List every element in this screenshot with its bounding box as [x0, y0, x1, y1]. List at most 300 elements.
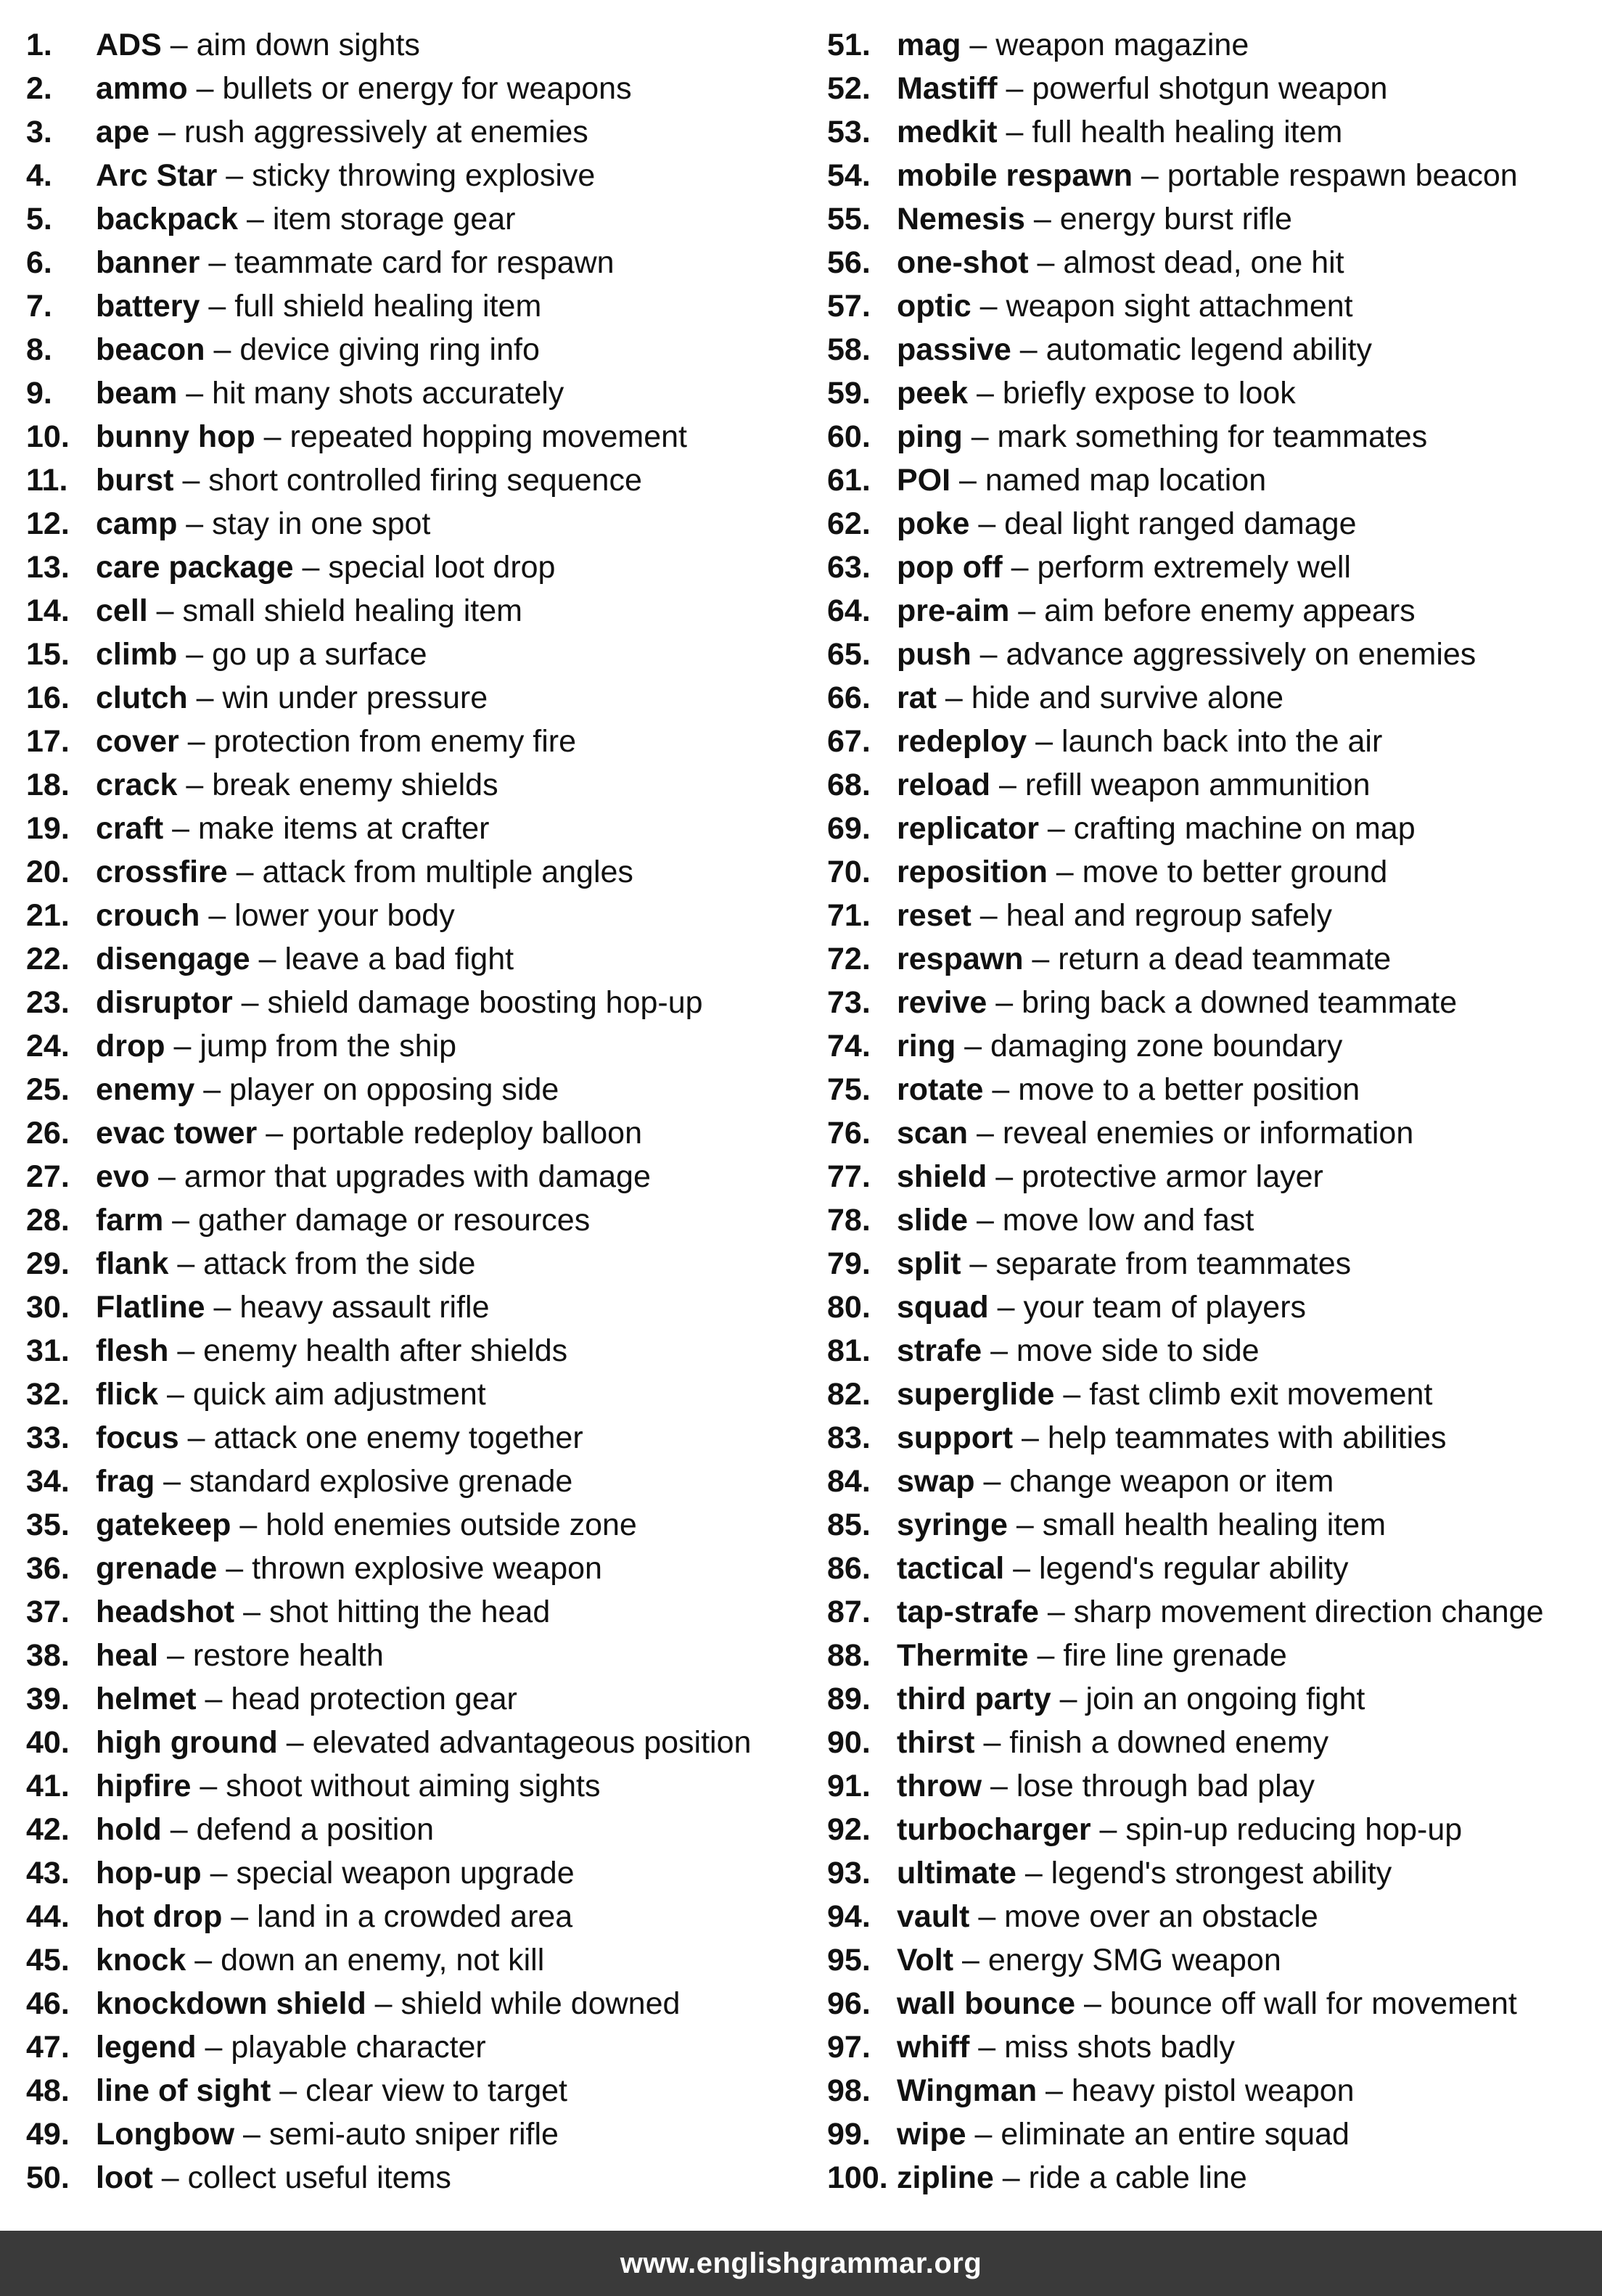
- item-definition: – legend's regular ability: [1004, 1551, 1349, 1586]
- item-number: 31.: [26, 1333, 70, 1368]
- item-definition: – eliminate an entire squad: [966, 2117, 1350, 2152]
- list-item: [26, 807, 795, 850]
- item-term: Mastiff: [897, 71, 998, 106]
- item-number: 83.: [827, 1420, 871, 1455]
- item-definition: – ride a cable line: [993, 2160, 1247, 2195]
- item-term: camp: [96, 506, 178, 541]
- item-definition: – damaging zone boundary: [956, 1029, 1343, 1063]
- item-number: 33.: [26, 1420, 70, 1455]
- item-term: zipline: [897, 2160, 994, 2195]
- item-number: 79.: [827, 1246, 871, 1281]
- item-term: line of sight: [96, 2073, 271, 2108]
- footer-url[interactable]: www.englishgrammar.org: [620, 2247, 982, 2279]
- item-term: medkit: [897, 115, 998, 149]
- list-item: [827, 110, 1602, 154]
- item-definition: – protection from enemy fire: [178, 724, 577, 759]
- item-term: legend: [96, 2030, 197, 2065]
- item-term: evo: [96, 1159, 150, 1194]
- item-number: 5.: [26, 202, 52, 236]
- list-item: [26, 1068, 795, 1111]
- item-number: 47.: [26, 2030, 70, 2065]
- list-item: [26, 1547, 795, 1590]
- item-term: whiff: [897, 2030, 970, 2065]
- item-definition: – hit many shots accurately: [177, 376, 564, 411]
- item-term: farm: [96, 1203, 164, 1238]
- item-term: Arc Star: [96, 158, 218, 193]
- list-item: [827, 1111, 1602, 1155]
- item-number: 69.: [827, 811, 871, 846]
- item-term: cell: [96, 593, 148, 628]
- item-term: gatekeep: [96, 1507, 231, 1542]
- list-item: [26, 763, 795, 807]
- item-definition: – weapon sight attachment: [971, 289, 1353, 324]
- list-item: [827, 1721, 1602, 1764]
- item-definition: – down an enemy, not kill: [186, 1943, 545, 1978]
- item-definition: – break enemy shields: [177, 768, 498, 802]
- item-term: rotate: [897, 1072, 984, 1107]
- item-term: third party: [897, 1682, 1051, 1716]
- item-number: 56.: [827, 245, 871, 280]
- item-definition: – shield damage boosting hop-up: [232, 985, 703, 1020]
- item-number: 3.: [26, 115, 52, 149]
- list-item: [827, 371, 1602, 415]
- item-definition: – crafting machine on map: [1038, 811, 1416, 846]
- item-definition: – move to a better position: [983, 1072, 1360, 1107]
- list-item: [26, 67, 795, 110]
- item-number: 4.: [26, 158, 52, 193]
- list-item: [827, 415, 1602, 458]
- item-term: crossfire: [96, 855, 228, 889]
- item-term: mag: [897, 28, 961, 62]
- item-number: 35.: [26, 1507, 70, 1542]
- item-number: 28.: [26, 1203, 70, 1238]
- item-term: crack: [96, 768, 178, 802]
- item-term: heal: [96, 1638, 159, 1673]
- item-term: poke: [897, 506, 970, 541]
- item-definition: – change weapon or item: [974, 1464, 1334, 1499]
- item-number: 95.: [827, 1943, 871, 1978]
- list-item: [26, 981, 795, 1024]
- item-definition: – sticky throwing explosive: [217, 158, 596, 193]
- item-term: clutch: [96, 680, 188, 715]
- item-number: 48.: [26, 2073, 70, 2108]
- list-item: [26, 633, 795, 676]
- list-item: [26, 1895, 795, 1938]
- item-definition: – move over an obstacle: [969, 1899, 1318, 1934]
- list-item: [827, 458, 1602, 502]
- item-term: wall bounce: [897, 1986, 1076, 2021]
- list-item: [827, 23, 1602, 67]
- item-definition: – semi-auto sniper rifle: [234, 2117, 559, 2152]
- item-term: wipe: [897, 2117, 966, 2152]
- list-item: [827, 1155, 1602, 1198]
- item-number: 98.: [827, 2073, 871, 2108]
- item-term: reset: [897, 898, 972, 933]
- item-term: ultimate: [897, 1856, 1016, 1890]
- list-item: [26, 1938, 795, 1982]
- item-number: 10.: [26, 419, 70, 454]
- item-term: focus: [96, 1420, 179, 1455]
- item-term: Thermite: [897, 1638, 1029, 1673]
- item-term: Flatline: [96, 1290, 205, 1325]
- item-term: grenade: [96, 1551, 218, 1586]
- list-item: [26, 1982, 795, 2025]
- item-definition: – attack from multiple angles: [227, 855, 633, 889]
- item-definition: – small health healing item: [1007, 1507, 1387, 1542]
- item-number: 2.: [26, 71, 52, 106]
- item-term: scan: [897, 1116, 969, 1151]
- item-term: battery: [96, 289, 200, 324]
- item-number: 66.: [827, 680, 871, 715]
- item-number: 61.: [827, 463, 871, 498]
- item-number: 19.: [26, 811, 70, 846]
- list-item: [827, 1373, 1602, 1416]
- item-term: drop: [96, 1029, 165, 1063]
- list-item: [827, 1242, 1602, 1285]
- item-number: 18.: [26, 768, 70, 802]
- item-number: 29.: [26, 1246, 70, 1281]
- item-definition: – automatic legend ability: [1011, 332, 1372, 367]
- item-term: hot drop: [96, 1899, 223, 1934]
- item-number: 72.: [827, 942, 871, 976]
- item-term: ammo: [96, 71, 188, 106]
- list-item: [26, 1721, 795, 1764]
- item-definition: – portable respawn beacon: [1132, 158, 1518, 193]
- list-item: [26, 197, 795, 241]
- item-definition: – deal light ranged damage: [969, 506, 1357, 541]
- list-item: [26, 546, 795, 589]
- item-number: 67.: [827, 724, 871, 759]
- item-term: optic: [897, 289, 972, 324]
- item-term: flesh: [96, 1333, 169, 1368]
- item-definition: – bring back a downed teammate: [987, 985, 1458, 1020]
- list-item: [827, 763, 1602, 807]
- list-item: [827, 328, 1602, 371]
- item-definition: – thrown explosive weapon: [217, 1551, 602, 1586]
- left-column: [26, 23, 795, 2200]
- item-number: 55.: [827, 202, 871, 236]
- list-item: [26, 1155, 795, 1198]
- item-definition: – device giving ring info: [205, 332, 540, 367]
- item-number: 54.: [827, 158, 871, 193]
- item-definition: – powerful shotgun weapon: [997, 71, 1388, 106]
- item-term: loot: [96, 2160, 153, 2195]
- item-term: reposition: [897, 855, 1048, 889]
- item-number: 59.: [827, 376, 871, 411]
- list-item: [26, 1764, 795, 1808]
- item-term: hipfire: [96, 1769, 192, 1803]
- item-number: 1.: [26, 28, 52, 62]
- item-number: 46.: [26, 1986, 70, 2021]
- item-number: 49.: [26, 2117, 70, 2152]
- item-number: 82.: [827, 1377, 871, 1412]
- item-number: 92.: [827, 1812, 871, 1847]
- list-item: [827, 284, 1602, 328]
- item-number: 90.: [827, 1725, 871, 1760]
- item-definition: – lose through bad play: [982, 1769, 1315, 1803]
- item-term: care package: [96, 550, 294, 585]
- item-term: split: [897, 1246, 961, 1281]
- list-item: [827, 981, 1602, 1024]
- item-definition: – shot hitting the head: [234, 1595, 551, 1629]
- item-term: thirst: [897, 1725, 975, 1760]
- item-definition: – full health healing item: [997, 115, 1343, 149]
- list-item: [827, 197, 1602, 241]
- item-definition: – shoot without aiming sights: [191, 1769, 601, 1803]
- item-term: flank: [96, 1246, 169, 1281]
- item-definition: – attack from the side: [168, 1246, 476, 1281]
- item-number: 7.: [26, 289, 52, 324]
- item-number: 88.: [827, 1638, 871, 1673]
- item-definition: – leave a bad fight: [250, 942, 514, 976]
- item-number: 76.: [827, 1116, 871, 1151]
- item-number: 100.: [827, 2160, 888, 2195]
- item-term: high ground: [96, 1725, 278, 1760]
- item-term: push: [897, 637, 972, 672]
- item-definition: – return a dead teammate: [1023, 942, 1392, 976]
- list-item: [827, 1285, 1602, 1329]
- list-item: [26, 1111, 795, 1155]
- list-item: [827, 1416, 1602, 1460]
- list-item: [827, 1634, 1602, 1677]
- item-number: 78.: [827, 1203, 871, 1238]
- list-item: [827, 1895, 1602, 1938]
- list-item: [827, 1677, 1602, 1721]
- list-item: [26, 2156, 795, 2200]
- item-definition: – heavy pistol weapon: [1037, 2073, 1355, 2108]
- list-item: [26, 1460, 795, 1503]
- list-item: [26, 1329, 795, 1373]
- item-term: ape: [96, 115, 150, 149]
- item-definition: – energy burst rifle: [1024, 202, 1292, 236]
- item-number: 32.: [26, 1377, 70, 1412]
- item-number: 6.: [26, 245, 52, 280]
- item-term: peek: [897, 376, 969, 411]
- item-definition: – launch back into the air: [1027, 724, 1383, 759]
- item-term: enemy: [96, 1072, 195, 1107]
- item-number: 91.: [827, 1769, 871, 1803]
- item-term: pop off: [897, 550, 1003, 585]
- item-term: shield: [897, 1159, 987, 1194]
- item-definition: – mark something for teammates: [962, 419, 1428, 454]
- item-number: 42.: [26, 1812, 70, 1847]
- item-number: 43.: [26, 1856, 70, 1890]
- item-definition: – special weapon upgrade: [201, 1856, 575, 1890]
- item-term: craft: [96, 811, 164, 846]
- item-definition: – land in a crowded area: [222, 1899, 573, 1934]
- item-number: 77.: [827, 1159, 871, 1194]
- list-item: [26, 1373, 795, 1416]
- list-item: [827, 1068, 1602, 1111]
- list-item: [26, 2025, 795, 2069]
- list-item: [26, 154, 795, 197]
- item-term: flick: [96, 1377, 159, 1412]
- list-item: [827, 2025, 1602, 2069]
- item-number: 39.: [26, 1682, 70, 1716]
- item-number: 71.: [827, 898, 871, 933]
- item-number: 16.: [26, 680, 70, 715]
- list-item: [827, 546, 1602, 589]
- item-definition: – hide and survive alone: [936, 680, 1284, 715]
- list-item: [26, 1416, 795, 1460]
- item-definition: – item storage gear: [238, 202, 516, 236]
- item-number: 74.: [827, 1029, 871, 1063]
- item-term: swap: [897, 1464, 975, 1499]
- item-definition: – standard explosive grenade: [155, 1464, 573, 1499]
- list-item: [26, 589, 795, 633]
- item-definition: – lower your body: [200, 898, 455, 933]
- list-item: [827, 1329, 1602, 1373]
- list-item: [26, 894, 795, 937]
- list-item: [827, 154, 1602, 197]
- item-number: 25.: [26, 1072, 70, 1107]
- list-item: [26, 2112, 795, 2156]
- list-item: [26, 1285, 795, 1329]
- item-number: 57.: [827, 289, 871, 324]
- item-term: burst: [96, 463, 174, 498]
- item-term: squad: [897, 1290, 989, 1325]
- item-definition: – clear view to target: [271, 2073, 567, 2108]
- item-definition: – almost dead, one hit: [1028, 245, 1344, 280]
- list-item: [26, 1634, 795, 1677]
- list-item: [827, 633, 1602, 676]
- item-definition: – join an ongoing fight: [1051, 1682, 1365, 1716]
- item-term: headshot: [96, 1595, 235, 1629]
- list-item: [26, 23, 795, 67]
- list-item: [827, 1590, 1602, 1634]
- item-definition: – stay in one spot: [177, 506, 431, 541]
- item-definition: – portable redeploy balloon: [257, 1116, 643, 1151]
- item-term: knock: [96, 1943, 186, 1978]
- item-number: 38.: [26, 1638, 70, 1673]
- item-definition: – advance aggressively on enemies: [971, 637, 1476, 672]
- list-item: [827, 937, 1602, 981]
- list-item: [827, 1982, 1602, 2025]
- item-definition: – enemy health after shields: [168, 1333, 568, 1368]
- item-number: 86.: [827, 1551, 871, 1586]
- list-item: [26, 241, 795, 284]
- item-term: tactical: [897, 1551, 1005, 1586]
- item-definition: – playable character: [196, 2030, 486, 2065]
- list-item: [827, 1808, 1602, 1851]
- item-number: 89.: [827, 1682, 871, 1716]
- item-number: 20.: [26, 855, 70, 889]
- item-number: 53.: [827, 115, 871, 149]
- item-term: climb: [96, 637, 178, 672]
- item-number: 27.: [26, 1159, 70, 1194]
- item-definition: – bounce off wall for movement: [1075, 1986, 1517, 2021]
- item-number: 9.: [26, 376, 52, 411]
- item-number: 94.: [827, 1899, 871, 1934]
- item-term: slide: [897, 1203, 968, 1238]
- item-definition: – move to better ground: [1047, 855, 1388, 889]
- item-term: turbocharger: [897, 1812, 1091, 1847]
- list-item: [26, 1242, 795, 1285]
- item-number: 62.: [827, 506, 871, 541]
- item-definition: – aim down sights: [161, 28, 420, 62]
- item-number: 99.: [827, 2117, 871, 2152]
- item-term: reload: [897, 768, 991, 802]
- item-term: knockdown shield: [96, 1986, 366, 2021]
- item-term: Wingman: [897, 2073, 1038, 2108]
- item-definition: – attack one enemy together: [178, 1420, 583, 1455]
- item-number: 52.: [827, 71, 871, 106]
- item-definition: – go up a surface: [177, 637, 427, 672]
- list-item: [26, 328, 795, 371]
- item-definition: – move side to side: [982, 1333, 1260, 1368]
- item-term: ring: [897, 1029, 956, 1063]
- item-definition: – defend a position: [161, 1812, 435, 1847]
- list-item: [26, 502, 795, 546]
- item-definition: – rush aggressively at enemies: [149, 115, 588, 149]
- item-number: 22.: [26, 942, 70, 976]
- item-definition: – aim before enemy appears: [1009, 593, 1416, 628]
- item-number: 36.: [26, 1551, 70, 1586]
- item-term: evac tower: [96, 1116, 258, 1151]
- item-term: pre-aim: [897, 593, 1010, 628]
- list-item: [26, 1198, 795, 1242]
- item-term: bunny hop: [96, 419, 255, 454]
- item-definition: – armor that upgrades with damage: [149, 1159, 651, 1194]
- list-item: [827, 1764, 1602, 1808]
- item-number: 64.: [827, 593, 871, 628]
- item-number: 41.: [26, 1769, 70, 1803]
- item-definition: – spin-up reducing hop-up: [1090, 1812, 1463, 1847]
- item-definition: – energy SMG weapon: [953, 1943, 1281, 1978]
- list-item: [26, 415, 795, 458]
- list-item: [827, 1547, 1602, 1590]
- list-item: [26, 676, 795, 720]
- item-term: hop-up: [96, 1856, 202, 1890]
- list-item: [26, 371, 795, 415]
- item-term: ADS: [96, 28, 162, 62]
- item-term: strafe: [897, 1333, 982, 1368]
- item-term: revive: [897, 985, 987, 1020]
- item-term: vault: [897, 1899, 970, 1934]
- item-definition: – sharp movement direction change: [1038, 1595, 1544, 1629]
- item-number: 24.: [26, 1029, 70, 1063]
- item-term: rat: [897, 680, 937, 715]
- item-number: 58.: [827, 332, 871, 367]
- item-definition: – help teammates with abilities: [1013, 1420, 1447, 1455]
- list-item: [26, 937, 795, 981]
- item-definition: – protective armor layer: [987, 1159, 1323, 1194]
- item-term: ping: [897, 419, 963, 454]
- list-item: [827, 1938, 1602, 1982]
- list-item: [827, 241, 1602, 284]
- item-definition: – briefly expose to look: [968, 376, 1296, 411]
- item-definition: – head protection gear: [196, 1682, 517, 1716]
- item-definition: – named map location: [950, 463, 1267, 498]
- item-definition: – move low and fast: [968, 1203, 1254, 1238]
- item-definition: – hold enemies outside zone: [231, 1507, 637, 1542]
- list-item: [827, 676, 1602, 720]
- list-item: [827, 1851, 1602, 1895]
- item-number: 12.: [26, 506, 70, 541]
- item-definition: – heal and regroup safely: [971, 898, 1333, 933]
- list-item: [26, 2069, 795, 2112]
- item-definition: – full shield healing item: [200, 289, 542, 324]
- list-item: [26, 1808, 795, 1851]
- item-number: 96.: [827, 1986, 871, 2021]
- item-definition: – miss shots badly: [969, 2030, 1235, 2065]
- item-term: POI: [897, 463, 951, 498]
- item-term: beam: [96, 376, 178, 411]
- item-term: passive: [897, 332, 1011, 367]
- item-definition: – restore health: [158, 1638, 384, 1673]
- item-term: replicator: [897, 811, 1039, 846]
- item-term: backpack: [96, 202, 239, 236]
